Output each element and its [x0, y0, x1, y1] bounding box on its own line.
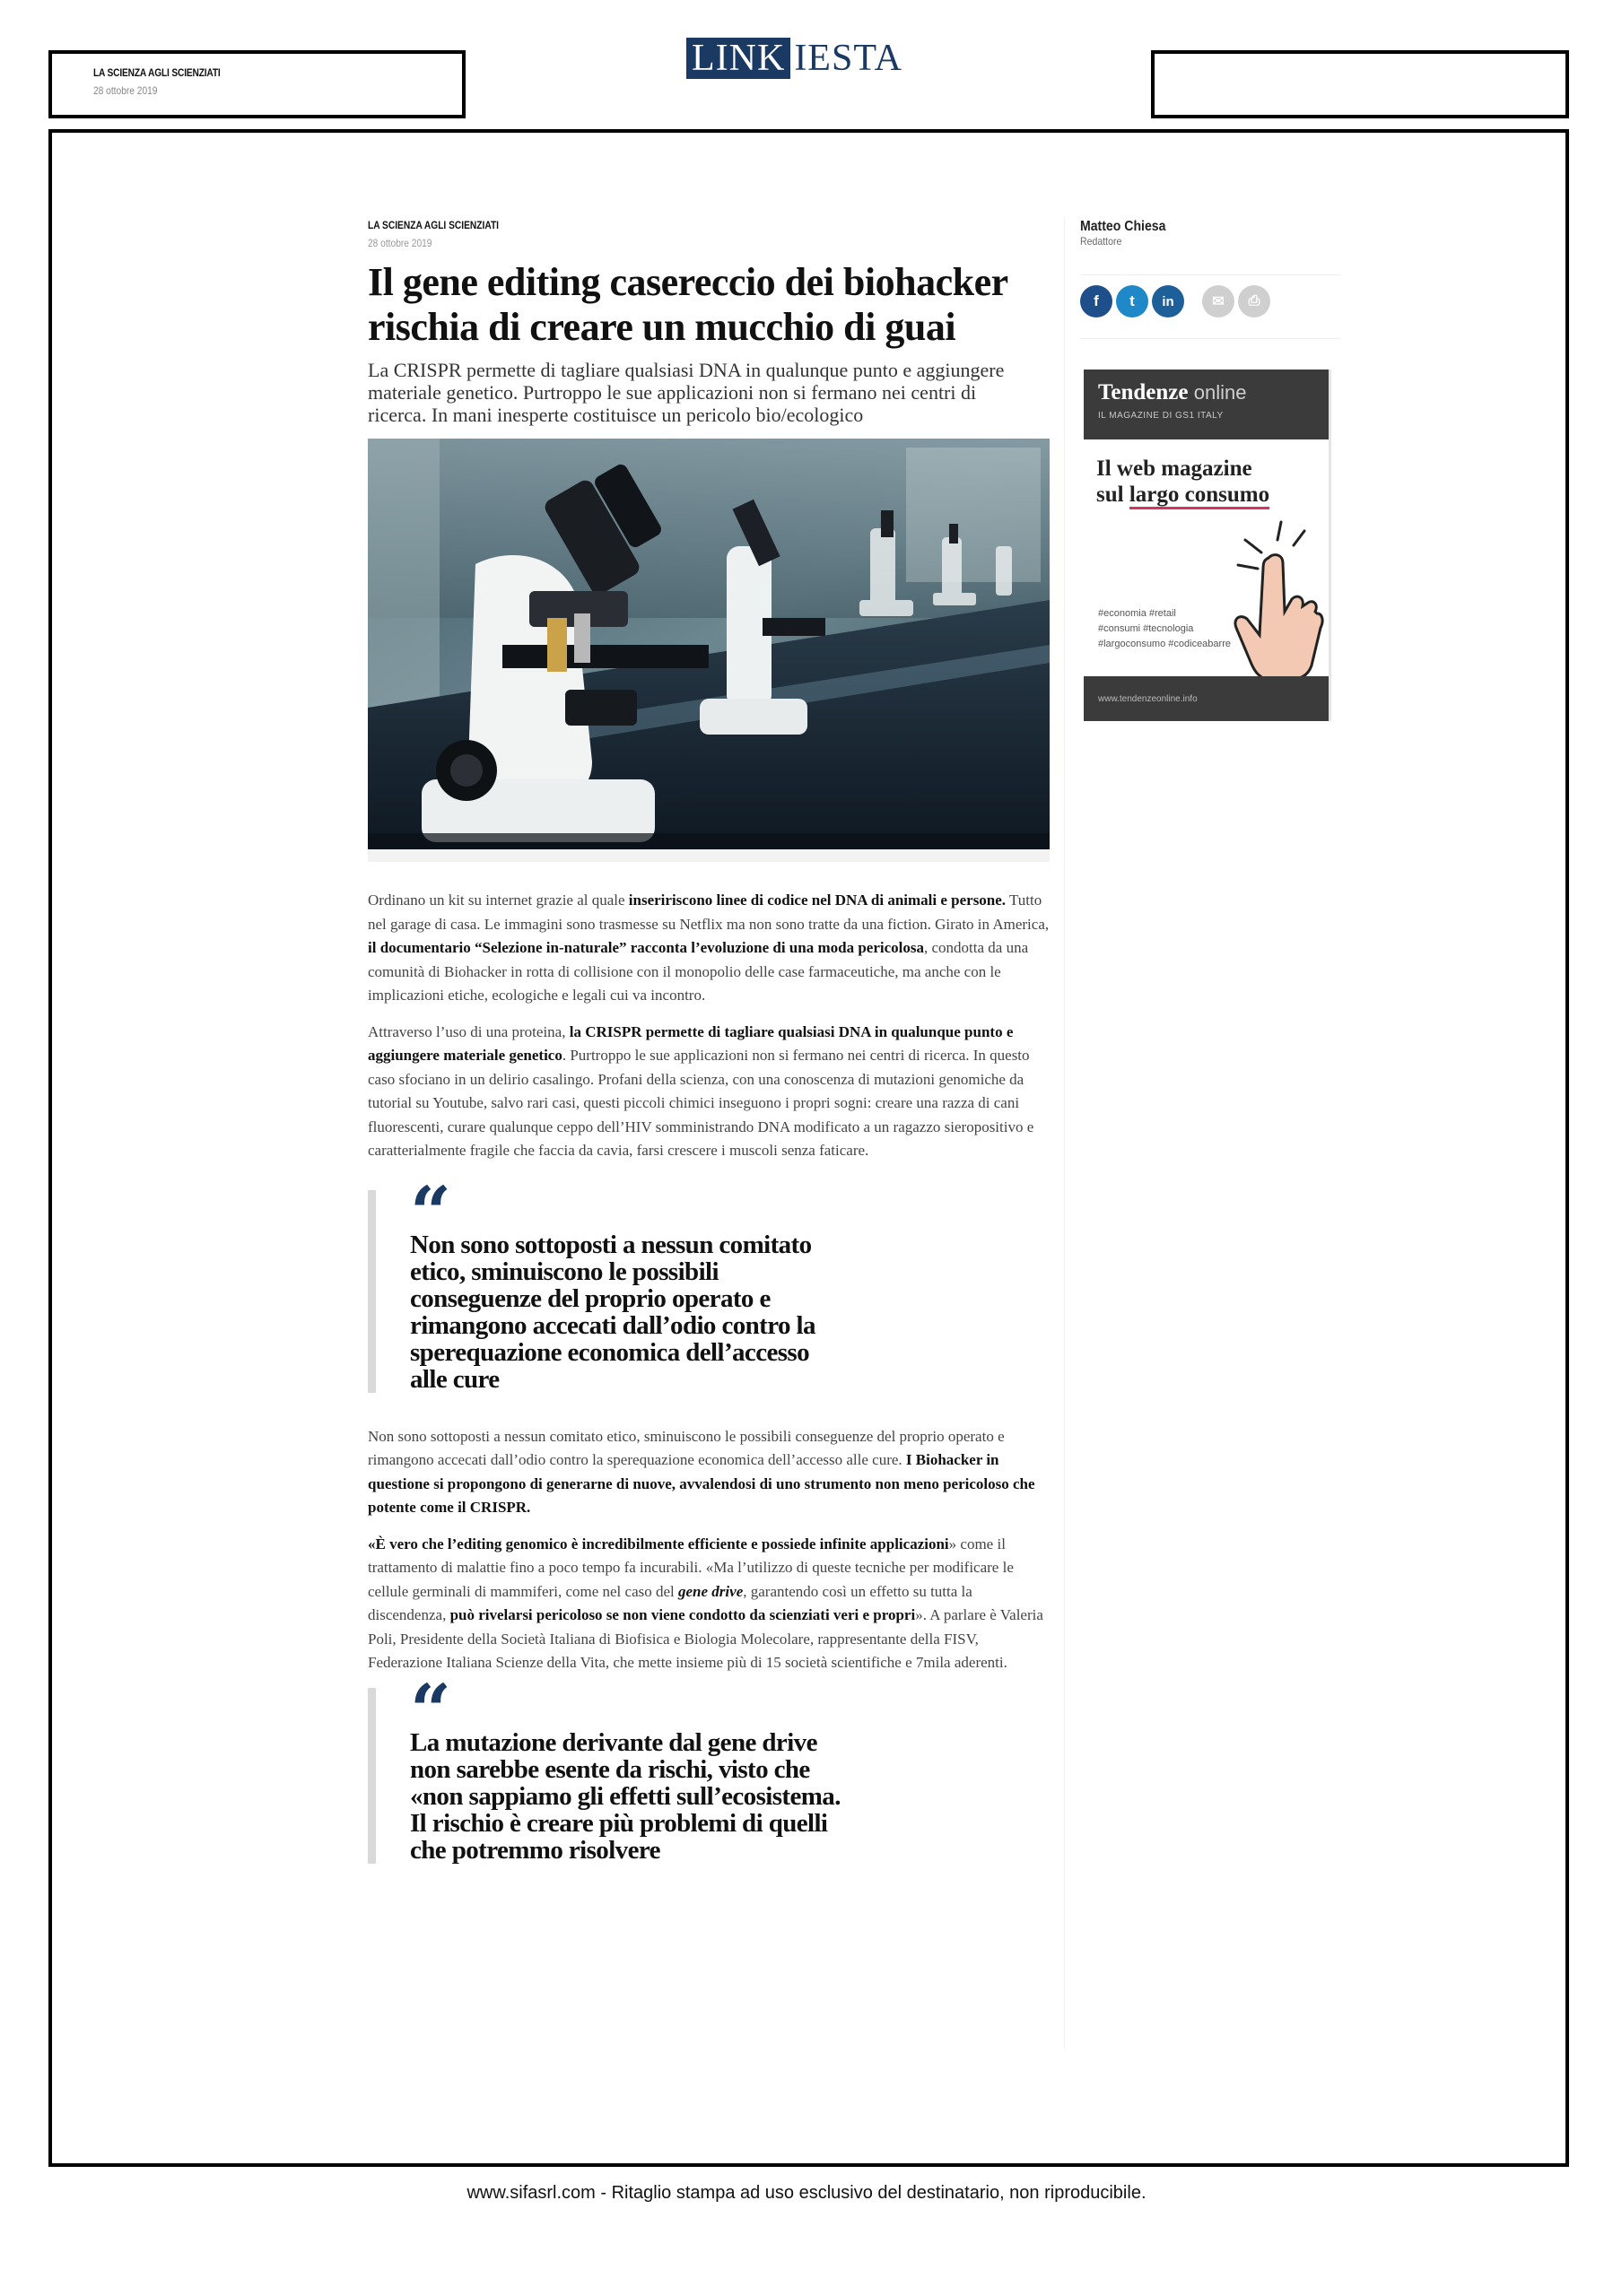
microscope-illustration [368, 439, 1050, 849]
ad-title-line2-b: largo consumo [1129, 483, 1269, 509]
pull-quote-1-text: Non sono sottoposti a nessun comitato etico, sminuiscono le possibili conseguenze del proprio operato e rimangono accecati dall’odio contro la sperequazione economica dell’accesso alle cure [410, 1230, 815, 1394]
sidebar [1080, 219, 1340, 721]
p4-text-d: , garantendo così un effetto su tutta la discendenza, [368, 1582, 972, 1623]
header-empty-box [1151, 50, 1569, 118]
paragraph-2 [368, 1021, 1050, 1163]
press-clipping-footer: www.sifasrl.com - Ritaglio stampa ad uso esclusivo del destinatario, non riproducibile. [466, 2183, 1147, 2203]
article-date: 28 ottobre 2019 [368, 237, 432, 249]
tendenze-online-ad[interactable] [1084, 370, 1331, 721]
hero-image-microscopes [368, 439, 1050, 849]
ad-hashtags-line3: #largoconsumo #codiceabarre [1098, 639, 1231, 649]
ad-brand-suffix: online [1193, 381, 1247, 404]
header-date: 28 ottobre 2019 [93, 84, 158, 97]
ad-tagline: IL MAGAZINE DI GS1 ITALY [1098, 411, 1224, 421]
p2-text-a: Attraverso l’uso di una proteina, [368, 1022, 570, 1040]
pointing-hand-icon [1218, 513, 1326, 683]
header-clip-box [48, 50, 466, 118]
ad-hashtags-line2: #consumi #tecnologia [1098, 623, 1194, 634]
ad-header [1084, 370, 1329, 439]
ad-title-line1: Il web magazine [1096, 457, 1252, 481]
ad-title-line2-a: sul [1096, 483, 1129, 507]
p2-text-c: . Purtroppo le sue applicazioni non si fermano nei centri di ricerca. In questo caso sfociano in un delirio casalingo. Profani della scienza, con una conoscenza di mutazioni genomiche da tutorial su Youtube, salvo rari casi, questi piccoli chimici inseguono i propri sogni: creare una razza di cani fluorescenti, curare qualunque ceppo dell’HIV somministrando DNA modificato a un ragazzo sieropositivo e caratterialmente fragile che faccia da cavia, farsi crescere i muscoli senza faticare. [368, 1047, 1034, 1159]
hero-caption-bar [368, 849, 1050, 862]
mail-icon[interactable]: ✉ [1202, 285, 1234, 317]
logo-iesta-part: IESTA [794, 38, 902, 79]
article-subtitle: La CRISPR permette di tagliare qualsiasi DNA in qualunque punto e aggiungere materiale genetico. Purtroppo le sue applicazioni non si fermano nei centri di ricerca. In mani inesperte costituisce un pericolo bio/ecologico [368, 359, 1005, 426]
quote-mark-icon: “ [410, 1170, 452, 1255]
paragraph-1 [368, 889, 1050, 1008]
p4-bold-e: può rivelarsi pericoloso se non viene condotto da scienziati veri e propri [449, 1606, 916, 1623]
sidebar-separator [1080, 274, 1340, 275]
linkiesta-logo[interactable] [686, 38, 902, 79]
p1-bold-b: inseririscono linee di codice nel DNA di animali e persone. [628, 891, 1007, 909]
article [368, 219, 1050, 1896]
clipping-frame [48, 129, 1569, 2167]
facebook-icon[interactable]: f [1080, 285, 1112, 317]
pull-quote-1 [368, 1170, 1050, 1394]
linkedin-icon[interactable]: in [1152, 285, 1184, 317]
ad-brand-name: Tendenze [1098, 380, 1189, 404]
sidebar-separator [1080, 338, 1340, 339]
paragraph-4 [368, 1533, 1050, 1675]
p1-bold-d: il documentario “Selezione in-naturale” racconta l’evoluzione di una moda pericolosa [368, 939, 924, 956]
article-title: Il gene editing casereccio dei biohacker rischia di creare un mucchio di guai [368, 260, 1007, 349]
column-divider [1064, 219, 1065, 2048]
article-body [368, 889, 1050, 1864]
p1-text-c: Tutto nel garage di casa. Le immagini sono trasmesse su Netflix ma non sono tratte da una fiction. Girato in America, [368, 891, 1050, 933]
p1-text-e: , condotta da una comunità di Biohacker in rotta di collisione con il monopolio delle case farmaceutiche, ma anche con le implicazioni etiche, ecologiche e legali cui va incontro. [368, 939, 1029, 1004]
header-category: LA SCIENZA AGLI SCIENZIATI [93, 66, 221, 79]
p2-bold-b: la CRISPR permette di tagliare qualsiasi DNA in qualunque punto e aggiungere materiale genetico [368, 1022, 1014, 1064]
p3-bold-b: I Biohacker in questione si propongono di generarne di nuove, avvalendosi di uno strumento non meno pericoloso che potente come il CRISPR. [368, 1451, 1035, 1516]
p1-text-a: Ordinano un kit su internet grazie al quale [368, 891, 629, 909]
logo-link-part: LINK [686, 38, 790, 79]
ad-brand [1098, 380, 1329, 405]
p4-text-b: » come il trattamento di malattie fino a poco tempo fa incurabili. «Ma l’utilizzo di queste tecniche per modificare le cellule germinali di mammiferi, come nel caso del [368, 1535, 1014, 1600]
p4-bold-a: «È vero che l’editing genomico è incredibilmente efficiente e possiede infinite applicazioni [368, 1535, 949, 1552]
p3-text-a: Non sono sottoposti a nessun comitato etico, sminuiscono le possibili conseguenze del proprio operato e rimangono accecati dall’odio contro la sperequazione economica dell’accesso alle cure. [368, 1427, 1005, 1468]
quote-mark-icon: “ [410, 1667, 452, 1752]
author-role: Redattore [1080, 235, 1122, 248]
ad-title-line2 [1096, 482, 1329, 508]
share-buttons [1080, 284, 1340, 318]
ad-hashtags [1098, 606, 1231, 652]
pull-quote-2-text: La mutazione derivante dal gene drive non sarebbe esente da rischi, visto che «non sappiamo gli effetti sull’ecosistema. Il rischio è creare più problemi di quelli che potremmo risolvere [410, 1727, 841, 1865]
ad-footer-url[interactable]: www.tendenzeonline.info [1084, 676, 1329, 721]
author-name[interactable]: Matteo Chiesa [1080, 219, 1166, 234]
p4-italic-c: gene drive [678, 1582, 744, 1600]
article-category[interactable]: LA SCIENZA AGLI SCIENZIATI [368, 219, 500, 231]
ad-hashtags-line1: #economia #retail [1098, 608, 1176, 619]
paragraph-3 [368, 1425, 1050, 1520]
twitter-icon[interactable]: t [1116, 285, 1148, 317]
ad-title [1096, 456, 1329, 508]
p4-text-f: ». A parlare è Valeria Poli, Presidente della Società Italiana di Biofisica e Biologia Molecolare, rappresentante della FISV, Federazione Italiana Scienze della Vita, che mette insieme più di 15 società scientifiche e 7mila aderenti. [368, 1606, 1043, 1671]
pull-quote-2 [368, 1667, 1050, 1865]
print-icon[interactable]: ⎙ [1238, 285, 1270, 317]
